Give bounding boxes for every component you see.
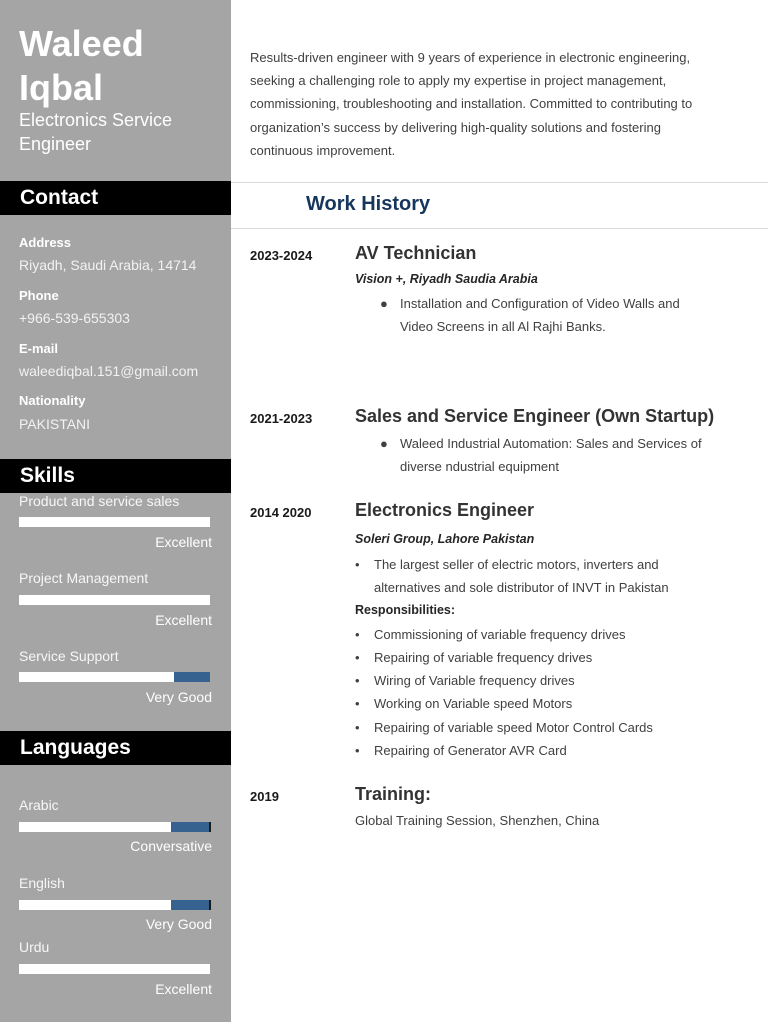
address-value: Riyadh, Saudi Arabia, 14714	[19, 257, 197, 273]
list-item-line: diverse ndustrial equipment	[400, 459, 559, 474]
summary-line: Results-driven engineer with 9 years of experience in electronic engineering,	[250, 50, 691, 65]
list-item-line: Repairing of variable speed Motor Control Cards	[374, 720, 653, 735]
bullet-icon: •	[355, 743, 360, 758]
skill-name: Service Support	[19, 648, 119, 664]
job-title: AV Technician	[355, 243, 477, 263]
job-years: 2023-2024	[250, 248, 313, 263]
language-level: Excellent	[155, 981, 212, 997]
list-item	[355, 739, 750, 762]
language-level: Conversative	[130, 838, 212, 854]
list-item-line: Working on Variable speed Motors	[374, 696, 573, 711]
list-item-line: Repairing of Generator AVR Card	[374, 743, 567, 758]
list-item-line: Video Screens in all Al Rajhi Banks.	[400, 319, 606, 334]
summary-line: seeking a challenging role to apply my expertise in project management,	[250, 73, 667, 89]
bullet-icon: ●	[380, 436, 388, 451]
list-item-line: Installation and Configuration of Video Walls and	[400, 296, 680, 311]
language-bar	[19, 964, 210, 974]
list-item-line: alternatives and sole distributor of INVT in Pakistan	[374, 580, 669, 595]
email-label: E-mail	[19, 341, 59, 356]
job-years: 2021-2023	[250, 411, 313, 426]
language-name: Urdu	[19, 939, 50, 955]
list-item	[380, 292, 740, 338]
skill-bar	[19, 517, 210, 527]
list-item	[380, 432, 750, 478]
bullet-icon: •	[355, 650, 360, 665]
job-years: 2019	[250, 789, 279, 804]
phone-label: Phone	[19, 288, 59, 303]
list-item	[355, 646, 750, 669]
skill-bar	[19, 595, 210, 605]
languages-heading: Languages	[0, 731, 231, 765]
language-bar	[19, 900, 211, 910]
email-value: waleediqbal.151@gmail.com	[19, 363, 199, 379]
skills-heading: Skills	[0, 459, 231, 493]
list-item-line: Repairing of variable frequency drives	[374, 650, 593, 665]
job-title: Training:	[355, 784, 431, 804]
language-bar	[19, 822, 211, 832]
bullet-icon: •	[355, 673, 360, 688]
phone-value: +966-539-655303	[19, 310, 130, 326]
job-company: Soleri Group, Lahore Pakistan	[355, 532, 535, 546]
skill-name: Product and service sales	[19, 493, 180, 509]
responsibilities-label: Responsibilities:	[355, 603, 456, 617]
divider	[231, 228, 768, 229]
summary-line: commissioning, troubleshooting and installation. Committed to contributing to	[250, 96, 693, 112]
summary-line: organization’s success by delivering high-quality solutions and fostering	[250, 119, 661, 135]
bullet-icon: •	[355, 720, 360, 735]
bullet-icon: •	[355, 627, 360, 642]
skill-bar-remainder	[174, 672, 210, 682]
list-item-line: Wiring of Variable frequency drives	[374, 673, 575, 688]
language-level: Very Good	[145, 916, 212, 932]
name-first: Waleed	[19, 23, 144, 64]
list-item	[355, 692, 750, 715]
job-title	[19, 108, 219, 156]
bullet-icon: ●	[380, 296, 388, 311]
job-title-line1: Electronics Service	[19, 110, 173, 130]
list-item-line: The largest seller of electric motors, inverters and	[374, 557, 659, 572]
skill-name: Project Management	[19, 570, 149, 586]
skill-level: Excellent	[155, 534, 212, 550]
language-name: Arabic	[19, 797, 59, 813]
address-label: Address	[19, 235, 72, 250]
list-item	[355, 669, 750, 692]
language-bar-remainder	[171, 822, 211, 832]
job-company: Vision +, Riyadh Saudia Arabia	[355, 272, 538, 286]
job-title-line2: Engineer	[19, 134, 92, 154]
contact-heading: Contact	[0, 181, 231, 215]
name-last: Iqbal	[19, 67, 104, 108]
professional-summary	[250, 46, 750, 162]
job-title: Electronics Engineer	[355, 500, 535, 520]
work-history-heading: Work History	[306, 193, 431, 215]
list-item	[355, 623, 750, 646]
language-name: English	[19, 875, 65, 891]
summary-line: continuous improvement.	[250, 142, 396, 158]
list-item	[355, 716, 750, 739]
list-item-line: Waleed Industrial Automation: Sales and Services of	[400, 436, 702, 451]
list-item	[355, 553, 750, 599]
bullet-icon: •	[355, 696, 360, 711]
job-years: 2014 2020	[250, 505, 312, 520]
candidate-name	[19, 22, 144, 110]
language-bar-remainder	[171, 900, 211, 910]
job-title: Sales and Service Engineer (Own Startup)	[355, 406, 715, 426]
skill-bar	[19, 672, 210, 682]
divider	[231, 182, 768, 183]
training-detail: Global Training Session, Shenzhen, China	[355, 813, 600, 828]
sidebar	[0, 0, 231, 1022]
skill-level: Very Good	[145, 689, 212, 705]
list-item-line: Commissioning of variable frequency drives	[374, 627, 626, 642]
nationality-value: PAKISTANI	[19, 416, 91, 432]
bullet-icon: •	[355, 557, 360, 572]
nationality-label: Nationality	[19, 393, 86, 408]
skill-level: Excellent	[155, 612, 212, 628]
